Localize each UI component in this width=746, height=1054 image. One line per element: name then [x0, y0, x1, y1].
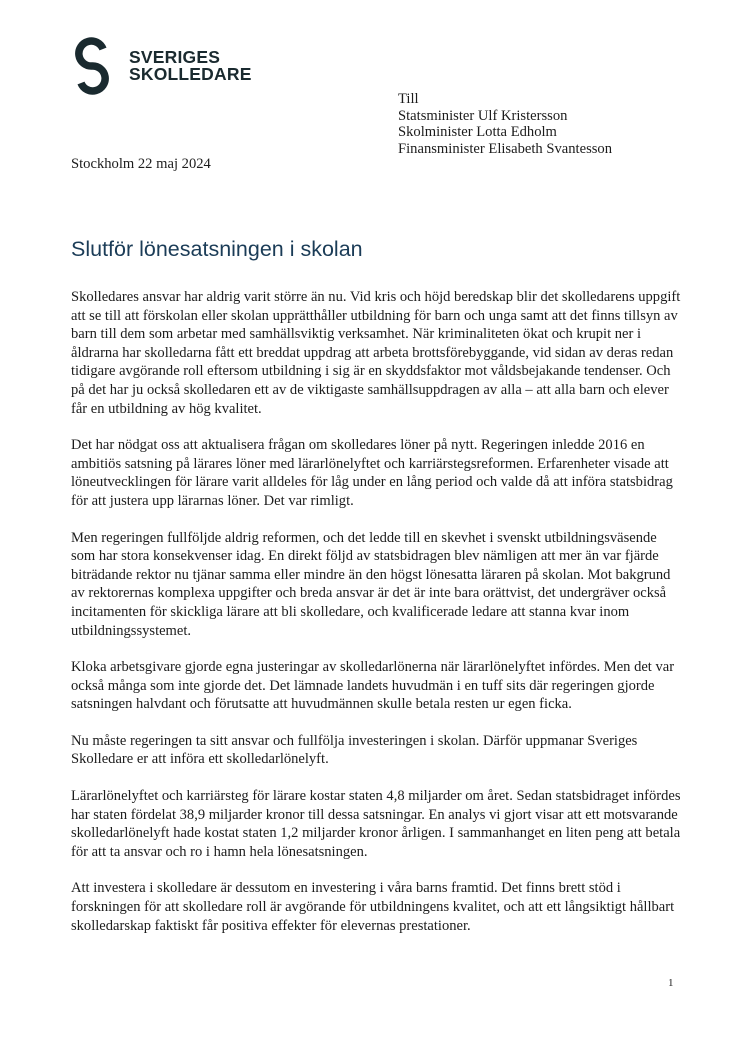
body-paragraph: Nu måste regeringen ta sitt ansvar och fullfölja investeringen i skolan. Därför uppmanar Sveriges Skolledare er att införa ett skolledarlönelyft. — [71, 732, 638, 768]
body-paragraph: Men regeringen fullföljde aldrig reformen, och det ledde till en skevhet i svenskt utbildningsväsende som har stora konsekvenser idag. En direkt följd av statsbidragen blev nämligen att mer än var fjärde biträdande rektor nu tjänar samma eller mindre än den högst lönesatta läraren på skolan. Mot bakgrund av rektorernas komplexa uppgifter och breda ansvar är det är inte bara orättvist, det undergräver också incitamenten för skickliga lärare att bli skolledare, och kvalificerade ledare att stanna kvar inom utbildningssystemet. — [71, 529, 671, 639]
organization-name-line1: SVERIGES — [129, 47, 221, 67]
recipient-block — [398, 91, 612, 157]
body-paragraph: Det har nödgat oss att aktualisera frågan om skolledares löner på nytt. Regeringen inledde 2016 en ambitiös satsning på lärares löner med lärarlönelyftet och karriärstegsreformen. Erfarenheter visade att löneutvecklingen för lärare varit alldeles för låg under en lång period och valde då att införa statsbidrag för att justera upp lärarnas löner. Det var rimligt. — [71, 437, 673, 509]
letter-date: Stockholm 22 maj 2024 — [71, 156, 211, 172]
letter-body — [71, 288, 683, 953]
body-paragraph: Att investera i skolledare är dessutom en investering i våra barns framtid. Det finns brett stöd i forskningen för att skolledare roll är avgörande för utbildningens kvalitet, och att ett långsiktigt hållbart skolledarskap faktiskt får positiva effekter för elevernas prestationer. — [71, 880, 675, 934]
recipient-to-label: Till — [398, 91, 419, 107]
body-paragraph: Lärarlönelyftet och karriärsteg för lärare kostar staten 4,8 miljarder om året. Sedan statsbidraget infördes har staten fördelat 38,9 miljarder kronor till dessa satsningar. En analys vi gjort visar att ett motsvarande skolledarlönelyft hade kostat staten 1,2 miljarder kronor årligen. I sammanhanget en liten peng att betala för att ta ansvar och ro i hamn hela lönesatsningen. — [71, 788, 681, 860]
body-paragraph: Skolledares ansvar har aldrig varit större än nu. Vid kris och höjd beredskap blir det skolledarens uppgift att se till att förskolan eller skolan upprätthåller utbildning för barn och unga samt att det finns tillsyn av barn till dem som arbetar med samhällsviktig verksamhet. När kriminaliteten ökat och krupit ner i åldrarna har skolledarna fått ett breddat uppdrag att arbeta brottsförebyggande, vid sidan av deras redan tidigare avgörande roll eftersom utbildning i sig är en skyddsfaktor mot våldsbejakande tendenser. Och på det har ju också skolledaren ett av de viktigaste samhällsuppdragen av alla – att alla barn och elever får en utbildning av hög kvalitet. — [71, 289, 681, 417]
letter-title: Slutför lönesatsningen i skolan — [71, 237, 363, 261]
s-logo-icon — [70, 37, 114, 95]
organization-name — [129, 49, 252, 83]
organization-name-line2: SKOLLEDARE — [129, 64, 252, 84]
letterhead-logo — [70, 37, 252, 95]
recipient-line: Skolminister Lotta Edholm — [398, 124, 557, 141]
recipient-line: Statsminister Ulf Kristersson — [398, 107, 568, 124]
page-number: 1 — [668, 977, 674, 989]
body-paragraph: Kloka arbetsgivare gjorde egna justeringar av skolledarlönerna när lärarlönelyftet infördes. Men det var också många som inte gjorde det. Det lämnade landets huvudmän i en tuff sits där regeringen gjorde satsningen halvdant och förutsatte att huvudmännen skulle betala resten ur egen ficka. — [71, 659, 675, 713]
recipient-line: Finansminister Elisabeth Svantesson — [398, 140, 613, 157]
